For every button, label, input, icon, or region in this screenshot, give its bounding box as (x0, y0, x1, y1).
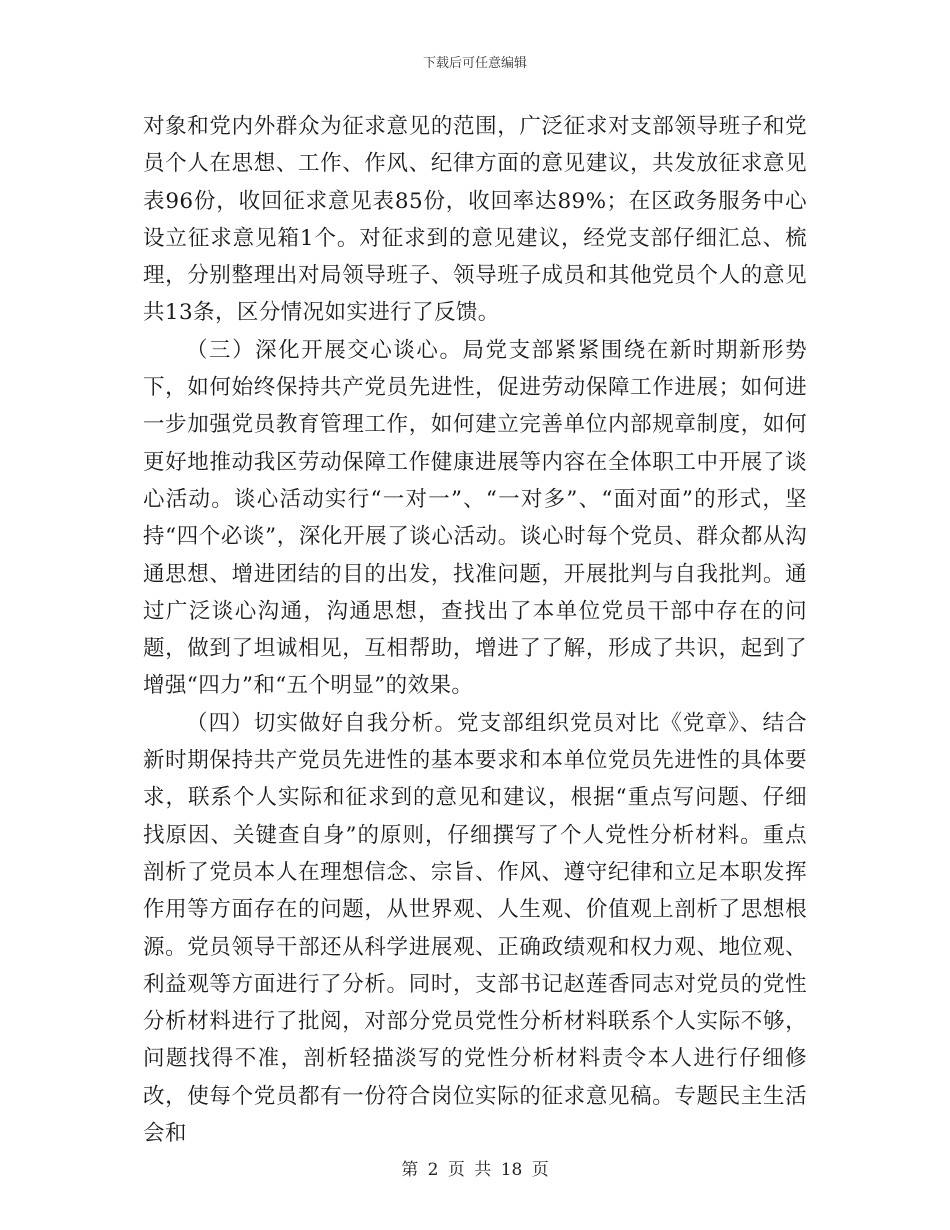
paragraph-2: （三）深化开展交心谈心。局党支部紧紧围绕在新时期新形势下，如何始终保持共产党员先进性，促进劳动保障工作进展；如何进一步加强党员教育管理工作，如何建立完善单位内部规章制度，如何更好地推动我区劳动保障工作健康进展等内容在全体职工中开展了谈心活动。谈心活动实行“一对一”、“一对多”、“面对面”的形式，坚持“四个必谈”，深化开展了谈心活动。谈心时每个党员、群众都从沟通思想、增进团结的目的出发，找准问题，开展批判与自我批判。通过广泛谈心沟通，沟通思想，查找出了本单位党员干部中存在的问题，做到了坦诚相见，互相帮助，增进了了解，形成了共识，起到了增强“四力”和“五个明显”的效果。 (143, 337, 807, 699)
paragraph-3: （四）切实做好自我分析。党支部组织党员对比《党章》、结合新时期保持共产党员先进性的基本要求和本单位党员先进性的具体要求，联系个人实际和征求到的意见和建议，根据“重点写问题、仔细找原因、关键查自身”的原则，仔细撰写了个人党性分析材料。重点剖析了党员本人在理想信念、宗旨、作风、遵守纪律和立足本职发挥作用等方面存在的问题，从世界观、人生观、价值观上剖析了思想根源。党员领导干部还从科学进展观、正确政绩观和权力观、地位观、利益观等方面进行了分析。同时，支部书记赵莲香同志对党员的党性分析材料进行了批阅，对部分党员党性分析材料联系个人实际不够，问题找得不准，剖析轻描淡写的党性分析材料责令本人进行仔细修改，使每个党员都有一份符合岗位实际的征求意见稿。专题民主生活会和 (143, 710, 807, 1147)
page-header: 下载后可任意编辑 (422, 56, 527, 71)
page-number-footer: 第 2 页 共 18 页 (401, 1160, 549, 1180)
paragraph-1: 对象和党内外群众为征求意见的范围，广泛征求对支部领导班子和党员个人在思想、工作、作风、纪律方面的意见建议，共发放征求意见表96份，收回征求意见表85份，收回率达89%；在区政务服务中心设立征求意见箱1个。对征求到的意见建议，经党支部仔细汇总、梳理，分别整理出对局领导班子、领导班子成员和其他党员个人的意见共13条，区分情况如实进行了反馈。 (143, 114, 807, 326)
document-body (143, 108, 807, 1152)
